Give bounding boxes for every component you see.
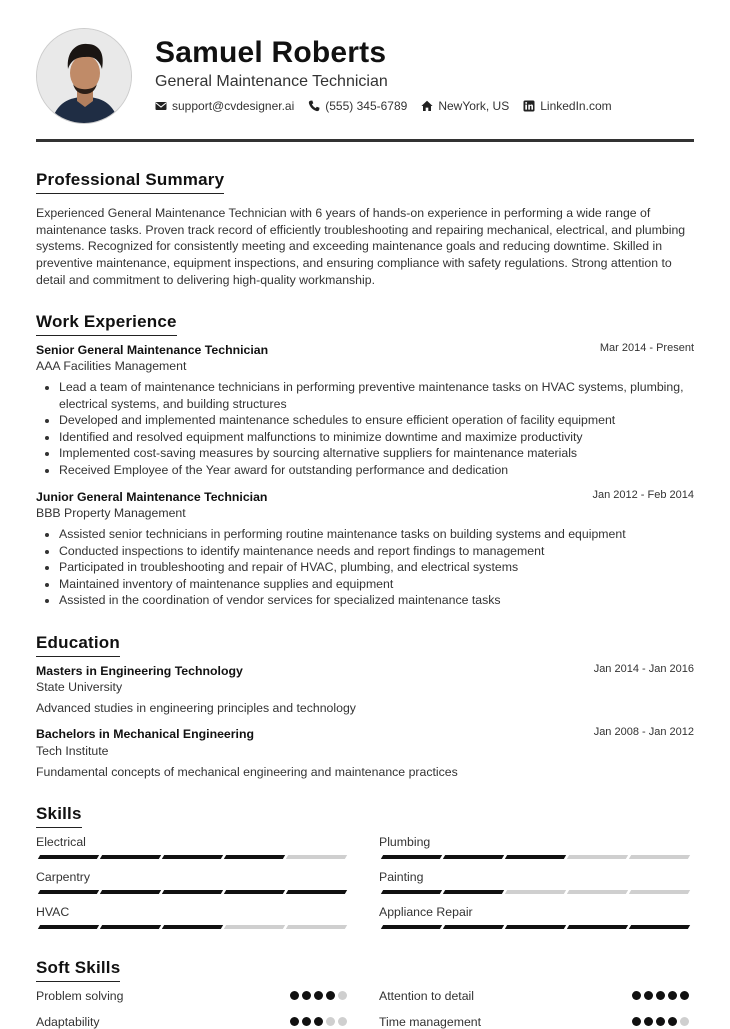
rating-dot: [668, 991, 677, 1000]
soft-skill-name: Attention to detail: [379, 989, 475, 1003]
header-divider: [36, 139, 694, 142]
rating-dot: [290, 1017, 299, 1026]
skill-name: Carpentry: [36, 870, 90, 884]
rating-dot: [338, 991, 347, 1000]
skill-level-segment: [224, 855, 285, 859]
rating-dot: [680, 1017, 689, 1026]
rating-dot: [302, 991, 311, 1000]
skill-level-segment: [629, 855, 690, 859]
list-item: • Participated in troubleshooting and repair of HVAC, plumbing, and electrical systems: [59, 559, 699, 576]
education-heading: Education: [36, 633, 120, 657]
list-item: • Received Employee of the Year award for outstanding performance and dedication: [59, 462, 699, 479]
school: State University: [36, 680, 123, 694]
contact-email-text: support@cvdesigner.ai: [172, 99, 295, 113]
skill-name: Appliance Repair: [379, 905, 473, 919]
contact-phone-text: (555) 345-6789: [325, 99, 408, 113]
soft-skill-rating: [632, 1017, 689, 1026]
skill-level-segment: [224, 890, 285, 894]
skill-level-segment: [162, 855, 223, 859]
skill-level-bar: [382, 925, 689, 929]
list-item: • Conducted inspections to identify maintenance needs and report findings to management: [59, 543, 699, 560]
job-dates: Jan 2012 - Feb 2014: [592, 489, 694, 501]
skill-level-segment: [100, 925, 161, 929]
rating-dot: [680, 991, 689, 1000]
list-item: • Assisted senior technicians in performing routine maintenance tasks on building systems and equipment: [59, 526, 699, 543]
contact-location: [421, 99, 509, 113]
list-item: • Developed and implemented maintenance schedules to ensure efficient operation of facility equipment: [59, 412, 699, 429]
skill-level-segment: [629, 890, 690, 894]
skill-level-segment: [629, 925, 690, 929]
linkedin-icon: [523, 100, 535, 112]
experience-heading: Work Experience: [36, 312, 177, 336]
list-item: • Lead a team of maintenance technicians in performing preventive maintenance tasks on HVAC systems, plumbing, electrical systems, and building structures: [59, 379, 699, 412]
phone-icon: [308, 100, 320, 112]
soft-skill-name: Problem solving: [36, 989, 124, 1003]
summary-heading: Professional Summary: [36, 170, 224, 194]
rating-dot: [326, 991, 335, 1000]
degree: Bachelors in Mechanical Engineering: [36, 727, 254, 741]
contact-location-text: NewYork, US: [438, 99, 510, 113]
skill-level-segment: [381, 925, 442, 929]
skill-level-segment: [567, 925, 628, 929]
skill-level-segment: [443, 890, 504, 894]
skill-level-segment: [381, 890, 442, 894]
education-description: Advanced studies in engineering principles and technology: [36, 701, 356, 715]
soft-skill-name: Time management: [379, 1015, 482, 1029]
soft-skill-name: Adaptability: [36, 1015, 100, 1029]
job-bullets: [36, 526, 699, 609]
job-company: BBB Property Management: [36, 506, 186, 520]
rating-dot: [668, 1017, 677, 1026]
contact-linkedin[interactable]: [523, 99, 611, 113]
education-dates: Jan 2008 - Jan 2012: [593, 726, 694, 738]
degree: Masters in Engineering Technology: [36, 664, 243, 678]
skill-level-segment: [567, 855, 628, 859]
skill-name: Painting: [379, 870, 424, 884]
rating-dot: [644, 991, 653, 1000]
rating-dot: [290, 991, 299, 1000]
job-title: General Maintenance Technician: [155, 73, 388, 90]
skill-level-bar: [39, 890, 346, 894]
skill-level-bar: [39, 925, 346, 929]
skill-level-bar: [39, 855, 346, 859]
skill-level-segment: [100, 890, 161, 894]
skill-name: Electrical: [36, 835, 86, 849]
skills-heading: Skills: [36, 804, 82, 828]
skill-level-bar: [382, 890, 689, 894]
rating-dot: [314, 1017, 323, 1026]
skill-level-segment: [505, 925, 566, 929]
skill-level-segment: [162, 925, 223, 929]
job-role: Senior General Maintenance Technician: [36, 343, 269, 357]
rating-dot: [326, 1017, 335, 1026]
profile-photo: [37, 29, 132, 124]
education-description: Fundamental concepts of mechanical engineering and maintenance practices: [36, 765, 458, 779]
list-item: • Identified and resolved equipment malfunctions to minimize downtime and maximize productivity: [59, 429, 699, 446]
skill-level-segment: [505, 890, 566, 894]
school: Tech Institute: [36, 744, 109, 758]
job-bullets: [36, 379, 699, 478]
list-item: • Maintained inventory of maintenance supplies and equipment: [59, 576, 699, 593]
candidate-name: Samuel Roberts: [155, 36, 387, 69]
skill-level-segment: [443, 925, 504, 929]
education-dates: Jan 2014 - Jan 2016: [593, 663, 694, 675]
skill-level-segment: [286, 925, 347, 929]
rating-dot: [302, 1017, 311, 1026]
home-icon: [421, 100, 433, 112]
skill-level-segment: [286, 855, 347, 859]
skill-level-segment: [38, 925, 99, 929]
list-item: • Implemented cost-saving measures by sourcing alternative suppliers for maintenance materials: [59, 445, 699, 462]
skill-level-segment: [567, 890, 628, 894]
rating-dot: [314, 991, 323, 1000]
soft-skill-rating: [290, 1017, 347, 1026]
skill-level-segment: [286, 890, 347, 894]
rating-dot: [644, 1017, 653, 1026]
skill-level-segment: [100, 855, 161, 859]
skill-name: HVAC: [36, 905, 70, 919]
skill-level-segment: [505, 855, 566, 859]
summary-text: Experienced General Maintenance Technician with 6 years of hands-on experience in performing a wide range of maintenance tasks. Proven track record of efficiently troubleshooting and repairing mechanical, electrical, and plumbing systems. Recognized for consistently meeting and exceeding maintenance goals and reducing downtime. Skilled in preventive maintenance, equipment inspections, and ensuring compliance with safety regulations. Strong attention to detail and commitment to delivering high-quality workmanship.: [36, 206, 686, 287]
contact-linkedin-text: LinkedIn.com: [540, 99, 612, 113]
rating-dot: [656, 991, 665, 1000]
job-company: AAA Facilities Management: [36, 359, 187, 373]
skill-level-segment: [38, 855, 99, 859]
contact-bar: [155, 99, 612, 113]
skill-level-segment: [162, 890, 223, 894]
skill-level-segment: [38, 890, 99, 894]
job-role: Junior General Maintenance Technician: [36, 490, 268, 504]
skill-level-segment: [224, 925, 285, 929]
soft-skills-heading: Soft Skills: [36, 958, 120, 982]
soft-skill-rating: [290, 991, 347, 1000]
avatar: [36, 28, 132, 124]
rating-dot: [656, 1017, 665, 1026]
list-item: • Assisted in the coordination of vendor services for specialized maintenance tasks: [59, 592, 699, 609]
skill-name: Plumbing: [379, 835, 431, 849]
contact-email[interactable]: [155, 99, 294, 113]
skill-level-segment: [381, 855, 442, 859]
rating-dot: [632, 1017, 641, 1026]
rating-dot: [338, 1017, 347, 1026]
skill-level-segment: [443, 855, 504, 859]
contact-phone[interactable]: [308, 99, 407, 113]
rating-dot: [632, 991, 641, 1000]
job-dates: Mar 2014 - Present: [599, 342, 694, 354]
soft-skill-rating: [632, 991, 689, 1000]
skill-level-bar: [382, 855, 689, 859]
envelope-icon: [155, 100, 167, 112]
